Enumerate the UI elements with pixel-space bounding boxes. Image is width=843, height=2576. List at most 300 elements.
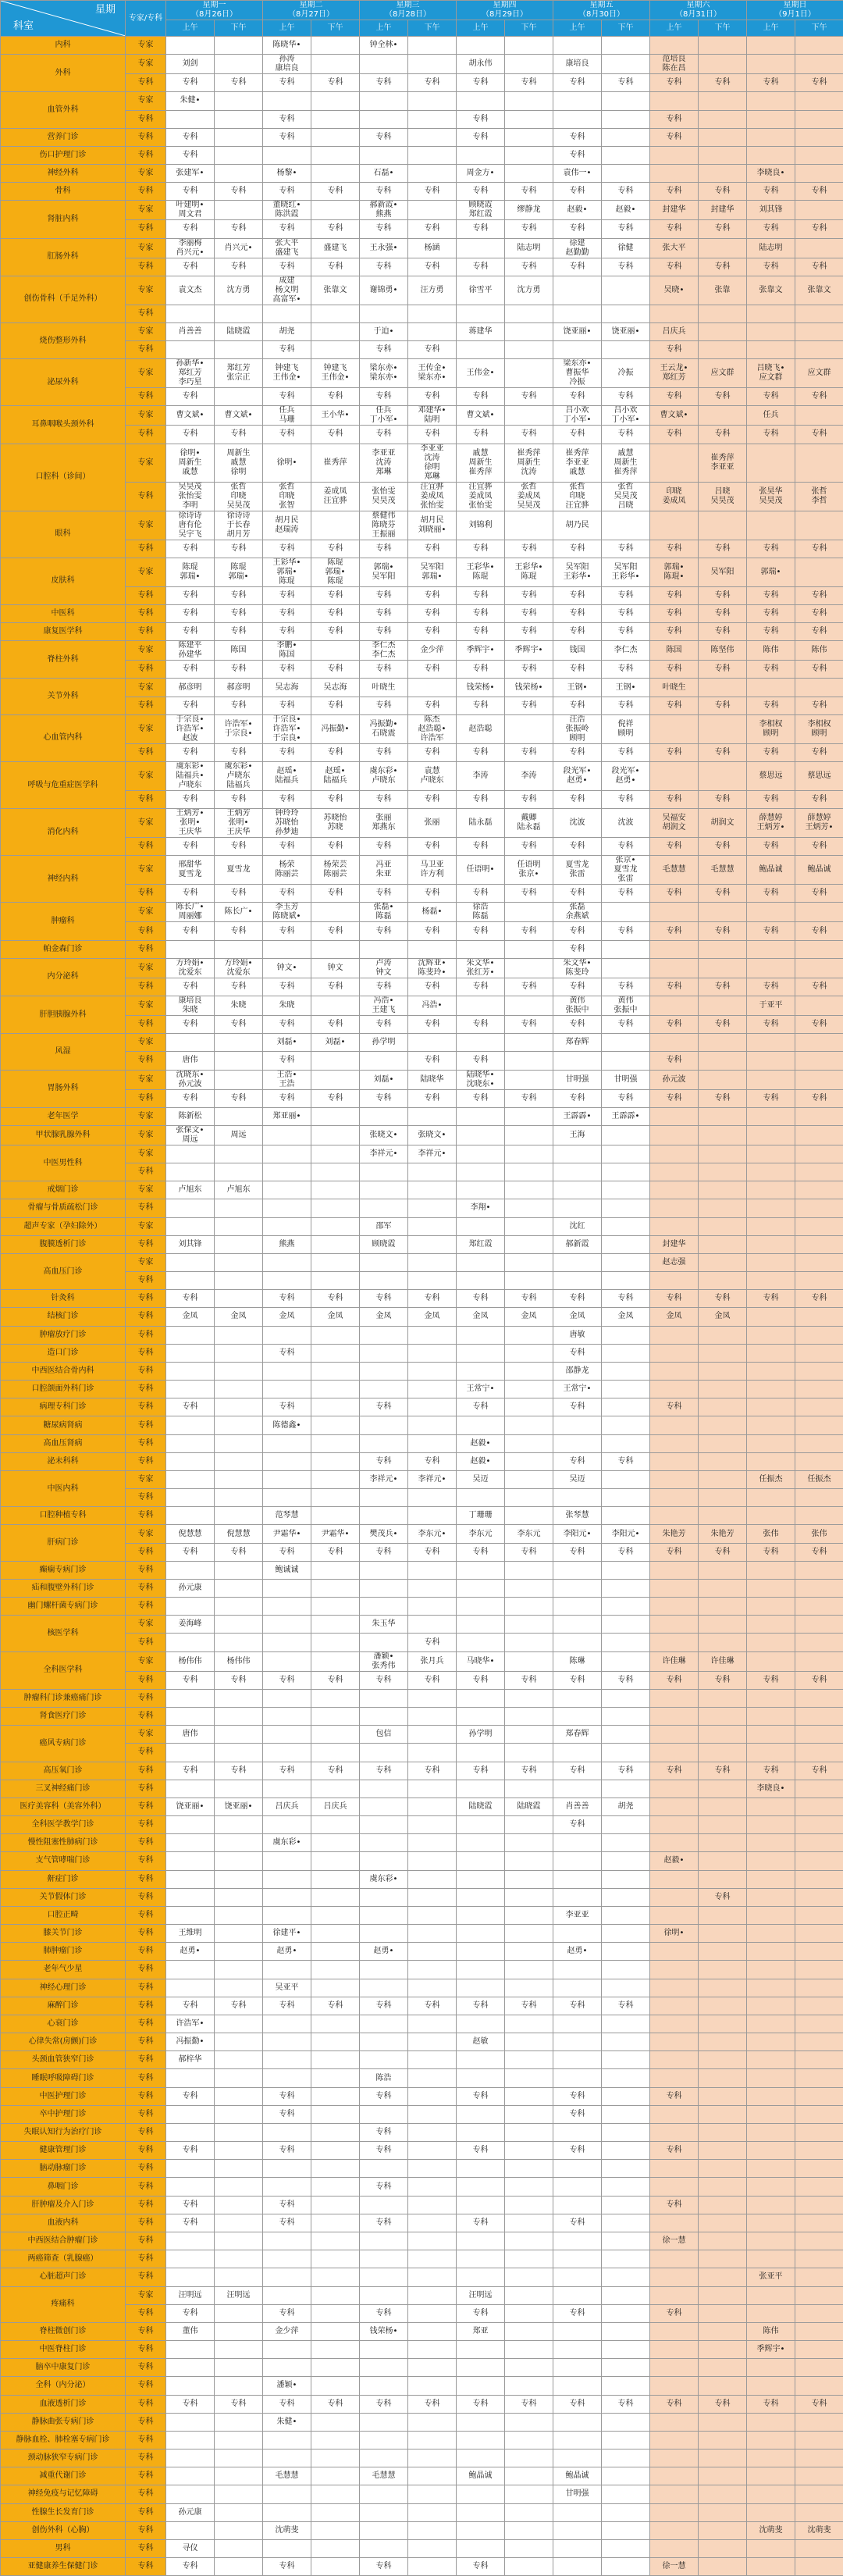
schedule-cell: 专科 — [505, 258, 553, 276]
schedule-cell: 于宗良• 许浩军• 于宗良• — [263, 714, 311, 743]
schedule-cell — [795, 2268, 843, 2286]
schedule-cell: 专科 — [360, 697, 408, 714]
schedule-cell — [263, 2503, 311, 2521]
schedule-cell — [747, 1107, 795, 1125]
schedule-cell: 专科 — [263, 586, 311, 604]
schedule-cell — [263, 2450, 311, 2467]
schedule-row — [1, 2268, 843, 2286]
schedule-cell: 叶晓生 — [360, 679, 408, 697]
schedule-cell: 王钢• — [602, 679, 650, 697]
schedule-cell — [215, 201, 263, 220]
schedule-cell: 专科 — [263, 1671, 311, 1689]
schedule-cell — [360, 1906, 408, 1924]
schedule-cell: 吴军阳 王彩华• — [602, 558, 650, 586]
schedule-cell — [215, 1744, 263, 1762]
schedule-cell — [215, 2178, 263, 2196]
schedule-cell: 戴卿 陆永磊 — [505, 809, 553, 838]
schedule-cell: 专科 — [457, 1290, 505, 1308]
schedule-cell — [699, 1507, 747, 1525]
schedule-cell — [553, 37, 602, 55]
schedule-cell — [215, 1852, 263, 1870]
schedule-cell — [505, 1145, 553, 1163]
schedule-cell: 赵勇• — [166, 1943, 215, 1961]
schedule-cell — [311, 2485, 360, 2503]
schedule-cell: 专科 — [650, 128, 699, 146]
schedule-row — [1, 1525, 843, 1543]
schedule-cell — [311, 2359, 360, 2377]
schedule-row — [1, 1744, 843, 1762]
clinic-type: 专科 — [126, 2341, 166, 2359]
schedule-cell: 梁东亦• 曹振华 冷振 — [553, 359, 602, 388]
schedule-cell — [699, 2051, 747, 2069]
schedule-cell: 专科 — [408, 623, 457, 641]
schedule-cell: 李祥元• — [360, 1470, 408, 1488]
schedule-cell: 专科 — [505, 604, 553, 622]
schedule-cell — [699, 1344, 747, 1362]
schedule-cell — [699, 1943, 747, 1961]
schedule-cell: 陈琨 郭瑞• — [166, 558, 215, 586]
schedule-cell — [360, 1816, 408, 1834]
schedule-cell: 专科 — [166, 1015, 215, 1033]
schedule-cell — [215, 2268, 263, 2286]
schedule-cell: 专科 — [311, 604, 360, 622]
clinic-type: 专家 — [126, 809, 166, 838]
schedule-cell — [263, 2123, 311, 2141]
schedule-cell: 夏雪龙 张雷 — [553, 856, 602, 885]
schedule-cell — [457, 1344, 505, 1362]
schedule-cell: 刘磊• — [263, 1034, 311, 1052]
schedule-cell: 专科 — [360, 790, 408, 808]
schedule-cell — [602, 2033, 650, 2051]
schedule-row — [1, 1381, 843, 1398]
clinic-type: 专科 — [126, 1416, 166, 1434]
schedule-cell — [553, 2160, 602, 2178]
schedule-cell — [602, 1651, 650, 1671]
clinic-type: 专家 — [126, 92, 166, 110]
department-name: 创伤骨科（手足外科） — [1, 276, 126, 322]
schedule-row — [1, 341, 843, 359]
schedule-row — [1, 1906, 843, 1924]
schedule-cell — [747, 2178, 795, 2196]
schedule-cell — [699, 1416, 747, 1434]
schedule-cell: 专科 — [795, 1290, 843, 1308]
schedule-cell: 专科 — [553, 838, 602, 856]
schedule-cell: 赵志强 — [650, 1253, 699, 1271]
schedule-cell — [602, 2431, 650, 2449]
schedule-cell — [699, 2413, 747, 2431]
schedule-cell — [505, 1726, 553, 1744]
schedule-cell — [215, 2160, 263, 2178]
schedule-cell — [457, 1253, 505, 1271]
schedule-cell — [505, 128, 553, 146]
pm-header: 下午 — [408, 20, 457, 37]
schedule-cell — [457, 1634, 505, 1651]
schedule-cell — [795, 1979, 843, 1997]
schedule-cell: 专科 — [408, 586, 457, 604]
schedule-cell — [650, 92, 699, 110]
schedule-cell — [650, 1870, 699, 1888]
department-name: 甲状腺乳腺外科 — [1, 1125, 126, 1145]
department-name: 癌风专病门诊 — [1, 1726, 126, 1762]
clinic-type: 专科 — [126, 1870, 166, 1888]
pm-header: 下午 — [505, 20, 553, 37]
schedule-cell: 专科 — [650, 1089, 699, 1107]
schedule-cell: 王永强• — [360, 238, 408, 258]
schedule-cell: 专科 — [215, 1762, 263, 1780]
schedule-cell: 专科 — [650, 110, 699, 128]
schedule-cell: 金凤 — [311, 1308, 360, 1326]
schedule-cell — [747, 1689, 795, 1707]
schedule-cell: 刘锦利 — [457, 511, 505, 540]
schedule-cell: 专科 — [747, 978, 795, 996]
clinic-type: 专科 — [126, 2431, 166, 2449]
schedule-row — [1, 1308, 843, 1326]
schedule-cell: 专科 — [699, 1089, 747, 1107]
schedule-cell: 吴军阳 — [699, 558, 747, 586]
schedule-cell: 周金方• — [457, 165, 505, 183]
schedule-cell — [650, 2069, 699, 2087]
schedule-cell: 刘其锋 — [747, 201, 795, 220]
schedule-cell — [215, 2450, 263, 2467]
department-name: 肝肿瘤及介入门诊 — [1, 2196, 126, 2214]
schedule-cell — [215, 341, 263, 359]
clinic-type: 专科 — [126, 978, 166, 996]
schedule-cell — [795, 128, 843, 146]
schedule-cell — [795, 1434, 843, 1452]
department-name: 针灸科 — [1, 1290, 126, 1308]
schedule-cell: 张磊 余燕斌 — [553, 903, 602, 922]
schedule-row — [1, 1452, 843, 1470]
schedule-cell — [795, 1507, 843, 1525]
schedule-cell — [311, 1961, 360, 1979]
schedule-cell — [311, 1870, 360, 1888]
schedule-cell — [215, 1689, 263, 1707]
schedule-cell — [650, 2051, 699, 2069]
schedule-cell — [360, 1888, 408, 1906]
schedule-cell: 邵静龙 — [553, 1362, 602, 1380]
clinic-type: 专科 — [126, 1961, 166, 1979]
schedule-cell — [457, 1579, 505, 1597]
clinic-type: 专科 — [126, 1634, 166, 1651]
schedule-cell: 专科 — [360, 258, 408, 276]
schedule-row — [1, 2214, 843, 2232]
schedule-cell — [311, 2558, 360, 2576]
schedule-cell: 专科 — [457, 258, 505, 276]
schedule-cell: 盛建飞 — [311, 238, 360, 258]
schedule-cell: 专科 — [408, 540, 457, 558]
schedule-cell: 虞东彩• — [360, 1870, 408, 1888]
schedule-cell: 专科 — [263, 426, 311, 444]
schedule-cell: 专科 — [263, 790, 311, 808]
schedule-cell — [602, 128, 650, 146]
schedule-cell: 戚慧 周新生 崔秀萍 — [457, 444, 505, 482]
schedule-cell: 李亚亚 — [553, 1906, 602, 1924]
schedule-cell — [650, 1797, 699, 1815]
schedule-cell — [699, 2250, 747, 2268]
schedule-cell — [215, 2033, 263, 2051]
schedule-cell: 专科 — [505, 183, 553, 201]
schedule-cell — [602, 2286, 650, 2304]
schedule-cell — [263, 1470, 311, 1488]
schedule-cell — [602, 1961, 650, 1979]
schedule-cell: 专科 — [553, 2087, 602, 2105]
schedule-cell — [311, 1507, 360, 1525]
schedule-cell — [263, 2178, 311, 2196]
schedule-cell: 虞东彩• 卢晓东 陆福兵 — [215, 761, 263, 790]
schedule-cell — [602, 1125, 650, 1145]
schedule-cell — [408, 1689, 457, 1707]
schedule-cell — [602, 1489, 650, 1507]
schedule-cell: 沈方勇 — [505, 276, 553, 305]
schedule-cell: 专科 — [408, 922, 457, 940]
schedule-cell — [408, 1107, 457, 1125]
department-name: 糖尿病肾病 — [1, 1416, 126, 1434]
clinic-type: 专科 — [126, 1816, 166, 1834]
department-name: 中医男性科 — [1, 1145, 126, 1181]
schedule-row — [1, 1507, 843, 1525]
schedule-cell — [263, 1253, 311, 1271]
schedule-cell: 朱艳芳 — [699, 1525, 747, 1543]
schedule-cell — [215, 2250, 263, 2268]
schedule-cell — [505, 1634, 553, 1651]
clinic-type: 专科 — [126, 1089, 166, 1107]
schedule-cell: 专科 — [457, 110, 505, 128]
schedule-cell — [408, 679, 457, 697]
schedule-cell: 专科 — [215, 790, 263, 808]
schedule-cell: 专科 — [408, 1762, 457, 1780]
schedule-cell — [215, 2413, 263, 2431]
schedule-cell — [360, 2160, 408, 2178]
schedule-cell — [699, 2214, 747, 2232]
schedule-cell — [602, 2160, 650, 2178]
schedule-cell: 专科 — [650, 604, 699, 622]
schedule-cell — [311, 146, 360, 164]
schedule-cell — [699, 37, 747, 55]
schedule-cell: 钟建飞 王伟金• — [311, 359, 360, 388]
schedule-cell — [166, 2123, 215, 2141]
clinic-type: 专科 — [126, 885, 166, 903]
schedule-cell — [263, 2341, 311, 2359]
schedule-cell: 专科 — [553, 922, 602, 940]
schedule-cell: 汪宜骅 姜成凤 张怡雯 — [408, 482, 457, 511]
schedule-cell — [215, 388, 263, 406]
schedule-cell: 专科 — [699, 258, 747, 276]
schedule-cell — [699, 761, 747, 790]
clinic-type: 专科 — [126, 743, 166, 761]
schedule-cell — [408, 305, 457, 322]
schedule-cell — [311, 1579, 360, 1597]
schedule-row — [1, 1616, 843, 1634]
schedule-row — [1, 2558, 843, 2576]
schedule-cell: 专科 — [650, 885, 699, 903]
schedule-cell — [457, 2105, 505, 2123]
schedule-cell — [311, 2250, 360, 2268]
schedule-cell — [311, 128, 360, 146]
schedule-cell: 张哲 姜成凤 吴昊茂 — [505, 482, 553, 511]
schedule-cell: 金凤 — [166, 1308, 215, 1326]
schedule-cell — [408, 2232, 457, 2250]
schedule-cell — [795, 322, 843, 340]
schedule-cell: 沈辉亚• 陈斐玲• — [408, 958, 457, 978]
schedule-cell — [408, 940, 457, 958]
schedule-cell — [505, 714, 553, 743]
schedule-cell: 方玲娟• 沈爱东 — [215, 958, 263, 978]
schedule-row — [1, 2304, 843, 2322]
department-name: 骨瘤与骨质疏松门诊 — [1, 1199, 126, 1217]
schedule-cell — [505, 2359, 553, 2377]
schedule-cell: 孙新华• 郑红芳 李巧星 — [166, 359, 215, 388]
schedule-cell — [795, 1145, 843, 1163]
schedule-cell: 毛慧慧 — [699, 856, 747, 885]
schedule-cell: 专科 — [457, 2304, 505, 2322]
schedule-cell — [699, 1616, 747, 1634]
schedule-cell — [166, 2431, 215, 2449]
schedule-cell — [747, 2160, 795, 2178]
schedule-cell: 专科 — [650, 258, 699, 276]
schedule-cell: 蔡健伟 陈晓芬 王振丽 — [360, 511, 408, 540]
clinic-type: 专科 — [126, 1543, 166, 1561]
schedule-cell: 专科 — [699, 978, 747, 996]
schedule-cell — [747, 2539, 795, 2557]
schedule-cell: 专科 — [602, 74, 650, 92]
schedule-cell: 专科 — [360, 220, 408, 238]
department-name: 肿瘤科门诊兼癌痛门诊 — [1, 1689, 126, 1707]
schedule-row — [1, 1470, 843, 1488]
schedule-row — [1, 714, 843, 743]
department-name: 神经外科 — [1, 165, 126, 183]
schedule-cell — [602, 1253, 650, 1271]
schedule-row — [1, 1052, 843, 1070]
schedule-cell — [795, 1870, 843, 1888]
schedule-cell — [747, 2051, 795, 2069]
schedule-cell: 吴志海 — [311, 679, 360, 697]
schedule-cell — [360, 2268, 408, 2286]
schedule-cell: 饶亚丽• — [166, 1797, 215, 1815]
schedule-row — [1, 2359, 843, 2377]
schedule-cell — [602, 1852, 650, 1870]
schedule-cell — [505, 2250, 553, 2268]
schedule-cell — [602, 1780, 650, 1797]
schedule-cell — [602, 903, 650, 922]
schedule-cell: 专科 — [360, 2558, 408, 2576]
schedule-cell — [166, 1634, 215, 1651]
schedule-cell — [215, 1217, 263, 1235]
schedule-cell — [650, 1034, 699, 1052]
department-name: 消化内科 — [1, 809, 126, 856]
schedule-cell: 杨荣 陈丽芸 — [263, 856, 311, 885]
schedule-cell: 专科 — [263, 838, 311, 856]
schedule-cell: 专科 — [263, 2214, 311, 2232]
schedule-cell: 徐明• — [650, 1925, 699, 1943]
schedule-row — [1, 1689, 843, 1707]
schedule-cell — [215, 1906, 263, 1924]
clinic-type: 专家 — [126, 714, 166, 743]
schedule-cell: 胡乃民 — [553, 511, 602, 540]
schedule-cell — [166, 1870, 215, 1888]
schedule-cell — [747, 1888, 795, 1906]
schedule-cell — [215, 1470, 263, 1488]
department-name: 全科医学教学门诊 — [1, 1816, 126, 1834]
schedule-row — [1, 1217, 843, 1235]
schedule-cell — [505, 305, 553, 322]
department-name: 三叉神经痛门诊 — [1, 1780, 126, 1797]
department-name: 静脉曲张专病门诊 — [1, 2413, 126, 2431]
schedule-cell — [457, 2341, 505, 2359]
schedule-cell — [553, 2268, 602, 2286]
schedule-cell: 专科 — [553, 1997, 602, 2015]
schedule-cell — [747, 2214, 795, 2232]
clinic-type: 专科 — [126, 426, 166, 444]
schedule-cell: 专科 — [553, 586, 602, 604]
schedule-cell: 专科 — [166, 1543, 215, 1561]
schedule-cell — [795, 1052, 843, 1070]
schedule-cell: 王彩华• 郭瑞• 陈琨 — [263, 558, 311, 586]
schedule-cell: 专科 — [747, 1762, 795, 1780]
schedule-cell — [650, 146, 699, 164]
department-name: 心衰门诊 — [1, 2015, 126, 2033]
schedule-cell: 专科 — [747, 1290, 795, 1308]
schedule-row — [1, 1762, 843, 1780]
schedule-cell: 冯亚 朱亚 — [360, 856, 408, 885]
schedule-cell — [602, 276, 650, 305]
schedule-cell: 专科 — [602, 1089, 650, 1107]
schedule-cell: 专科 — [795, 623, 843, 641]
schedule-cell: 徐明• 周新生 戚慧 — [166, 444, 215, 482]
schedule-cell — [650, 903, 699, 922]
schedule-cell — [311, 92, 360, 110]
schedule-cell: 专科 — [457, 1762, 505, 1780]
schedule-cell: 专科 — [602, 1290, 650, 1308]
schedule-row — [1, 74, 843, 92]
schedule-cell: 专科 — [166, 2087, 215, 2105]
schedule-cell — [505, 1344, 553, 1362]
schedule-cell — [795, 2341, 843, 2359]
schedule-cell — [311, 1744, 360, 1762]
schedule-cell: 金凤 — [408, 1308, 457, 1326]
schedule-cell — [311, 641, 360, 661]
schedule-cell — [747, 1598, 795, 1616]
schedule-cell: 钱荣杨• — [505, 679, 553, 697]
schedule-cell — [263, 1870, 311, 1888]
schedule-cell — [650, 2033, 699, 2051]
schedule-row — [1, 1870, 843, 1888]
schedule-cell: 冷振 — [602, 359, 650, 388]
schedule-cell: 金凤 — [602, 1308, 650, 1326]
schedule-cell — [747, 1507, 795, 1525]
schedule-cell — [263, 1272, 311, 1290]
schedule-cell: 专科 — [505, 1543, 553, 1561]
schedule-cell: 专科 — [650, 790, 699, 808]
schedule-cell — [505, 1925, 553, 1943]
schedule-row — [1, 586, 843, 604]
schedule-cell — [699, 55, 747, 74]
schedule-cell: 专科 — [553, 1089, 602, 1107]
schedule-cell: 专科 — [505, 426, 553, 444]
schedule-cell — [505, 511, 553, 540]
schedule-cell: 专科 — [311, 74, 360, 92]
schedule-cell — [699, 2377, 747, 2395]
schedule-cell — [553, 2521, 602, 2539]
schedule-row — [1, 1089, 843, 1107]
clinic-type: 专科 — [126, 1434, 166, 1452]
schedule-cell — [553, 2015, 602, 2033]
schedule-cell: 专科 — [457, 697, 505, 714]
schedule-cell — [311, 37, 360, 55]
schedule-cell: 专科 — [795, 978, 843, 996]
schedule-cell — [699, 2196, 747, 2214]
schedule-cell — [505, 2304, 553, 2322]
schedule-cell: 专科 — [166, 74, 215, 92]
